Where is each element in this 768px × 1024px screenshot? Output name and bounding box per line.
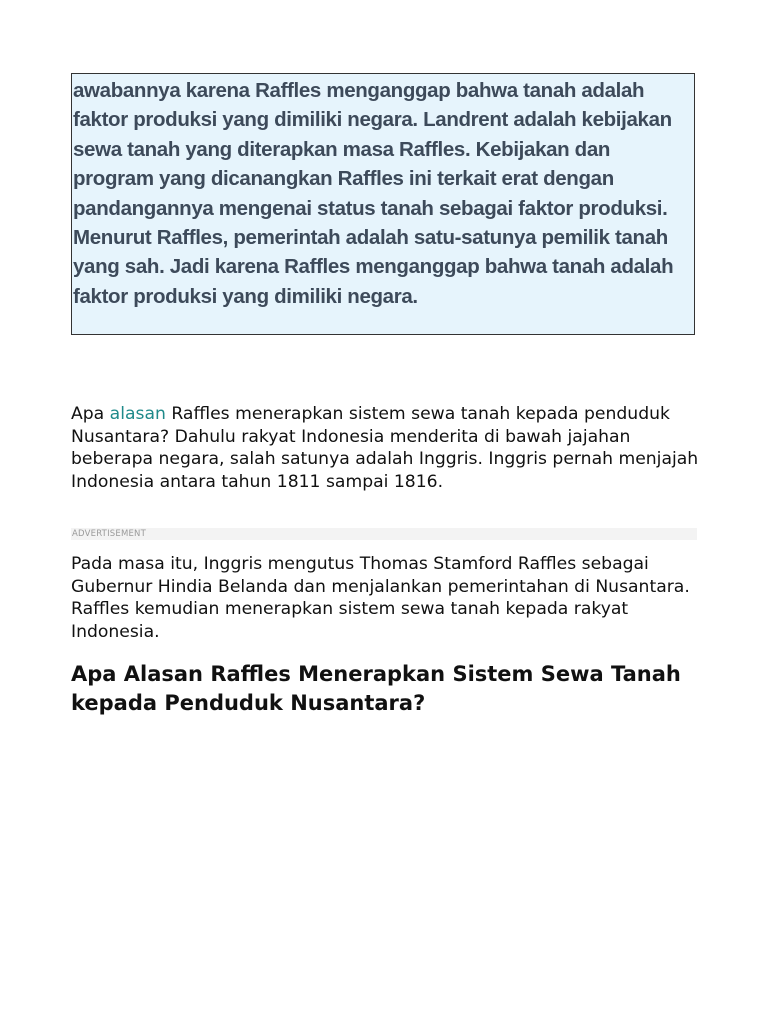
- advertisement-label: ADVERTISEMENT: [71, 528, 697, 540]
- article-paragraph: [71, 403, 701, 493]
- answer-text: awabannya karena Raffles menganggap bahwa tanah adalah faktor produksi yang dimiliki negara. Landrent adalah kebijakan sewa tanah yang diterapkan masa Raffles. Kebijakan dan program yang dicanangkan Raffles ini terkait erat dengan pandangannya mengenai status tanah sebagai faktor produksi. Menurut Raffles, pemerintah adalah satu-satunya pemilik tanah yang sah. Jadi karena Raffles menganggap bahwa tanah adalah faktor produksi yang dimiliki negara.: [73, 79, 674, 308]
- paragraph-suffix: Raffles menerapkan sistem sewa tanah kepada penduduk Nusantara? Dahulu rakyat Indonesia menderita di bawah jajahan beberapa negara, salah satunya adalah Inggris. Inggris pernah menjajah Indonesia antara tahun 1811 sampai 1816.: [71, 404, 699, 492]
- paragraph-prefix: Apa: [71, 404, 110, 424]
- alasan-link[interactable]: alasan: [109, 404, 166, 424]
- section-heading: Apa Alasan Raffles Menerapkan Sistem Sewa Tanah kepada Penduduk Nusantara?: [71, 662, 681, 715]
- article-paragraph-2: Pada masa itu, Inggris mengutus Thomas Stamford Raffles sebagai Gubernur Hindia Belanda dan menjalankan pemerintahan di Nusantara. Raffles kemudian menerapkan sistem sewa tanah kepada rakyat Indonesia.: [71, 554, 690, 642]
- answer-box: [71, 73, 695, 335]
